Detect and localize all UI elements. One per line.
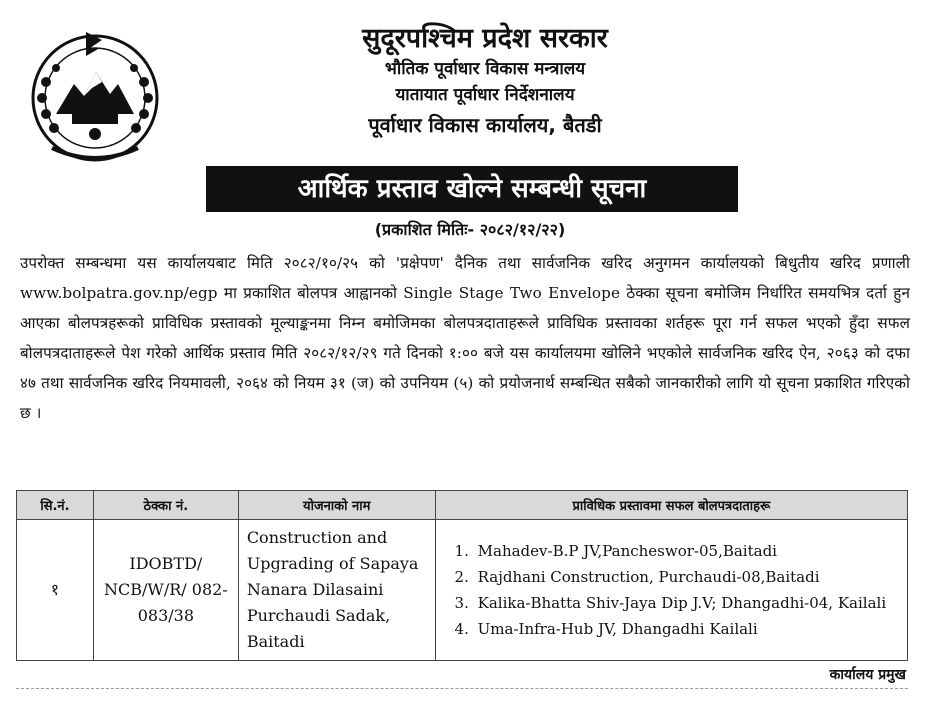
list-item: 3. Kalika-Bhatta Shiv-Jaya Dip J.V; Dhangadhi-04, Kailali [474,590,899,616]
header-contract-number: ठेक्का नं. [93,491,238,520]
government-name: सुदूरपश्चिम प्रदेश सरकार [362,23,608,54]
bidder-list [444,538,899,642]
table-row [17,520,908,661]
list-item: 1. Mahadev-B.P JV,Pancheswor-05,Baitadi [474,538,899,564]
office-header [180,22,790,142]
successful-bidders-table [16,490,908,661]
project-name: Construction and Upgrading of Sapaya Nanara Dilasaini Purchaudi Sadak, Baitadi [238,520,435,661]
published-date: (प्रकाशित मितिः- २०८२/१२/२२) [374,220,566,239]
header-successful-bidders: प्राविधिक प्रस्तावमा सफल बोलपत्रदाताहरू [435,491,907,520]
header-project-name: योजनाको नाम [238,491,435,520]
list-item: 4. Uma-Infra-Hub JV, Dhangadhi Kailali [474,616,899,642]
notice-body: उपरोक्त सम्बन्धमा यस कार्यालयबाट मिति २०८२/१०/२५ को 'प्रक्षेपण' दैनिक तथा सार्वजनिक खरिद अनुगमन कार्यालयको बिधुतीय खरिद प्रणाली www.bolpatra.gov.np/egp मा प्रकाशित बोलपत्र आह्वानको Single Stage Two Envelope ठेक्का सूचना बमोजिम निर्धारित समयभित्र दर्ता हुन आएका बोलपत्रहरूको प्राविधिक प्रस्तावको मूल्याङ्कनमा निम्न बमोजिमका बोलपत्रदाताहरूले प्राविधिक प्रस्तावका शर्तहरू पूरा गर्न सफल भएको हुँदा सफल बोलपत्रदाताहरूले पेश गरेको आर्थिक प्रस्ताव मिति २०८२/१२/२९ गते दिनको १:०० बजे यस कार्यालयमा खोलिने भएकोले सार्वजनिक खरिद ऐन, २०६३ को दफा ४७ तथा सार्वजनिक खरिद नियमावली, २०६४ को नियम ३१ (ज) को उपनियम (५) को प्रयोजनार्थ सम्बन्धित सबैको जानकारीको लागि यो सूचना प्रकाशित गरिएको छ । [20,254,910,422]
bidders-cell [435,520,907,661]
serial-number: १ [17,520,94,661]
nepal-government-emblem-icon [22,22,168,168]
table-header-row [17,491,908,520]
contract-number: IDOBTD/ NCB/W/R/ 082-083/38 [93,520,238,661]
directorate-name: यातायात पूर्वाधार निर्देशनालय [395,85,575,105]
header-serial-number: सि.नं. [17,491,94,520]
bottom-divider [16,688,908,689]
office-name: पूर्वाधार विकास कार्यालय, बैतडी [368,113,602,137]
list-item: 2. Rajdhani Construction, Purchaudi-08,Baitadi [474,564,899,590]
notice-title: आर्थिक प्रस्ताव खोल्ने सम्बन्धी सूचना [206,166,738,212]
ministry-name: भौतिक पूर्वाधार विकास मन्त्रालय [384,59,586,79]
signatory-title: कार्यालय प्रमुख [829,667,906,683]
